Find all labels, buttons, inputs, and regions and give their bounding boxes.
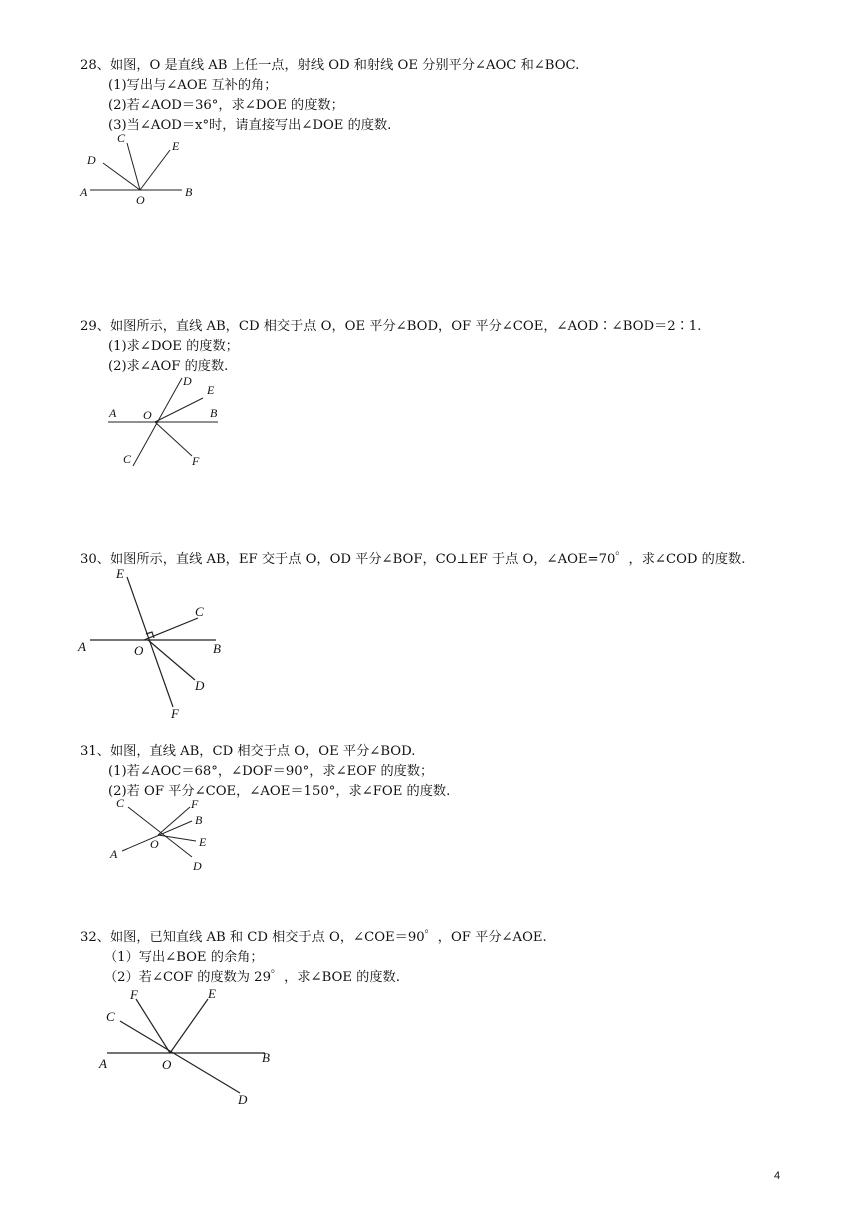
p31-line-cd [128, 807, 192, 857]
p28-statement: 28、如图，O 是直线 AB 上任一点，射线 OD 和射线 OE 分别平分∠AOC 和∠BOC. [80, 58, 580, 73]
p29-label-a: A [109, 406, 117, 420]
p31-label-d: D [193, 859, 202, 873]
p30-label-c: C [195, 604, 204, 619]
p32-line-cd [120, 1021, 240, 1093]
p29-label-c: C [123, 452, 132, 466]
p32-label-b: B [262, 1050, 270, 1065]
p30-statement: 30、如图所示，直线 AB，EF 交于点 O，OD 平分∠BOF，CO⊥EF 于点 O，∠AOE=70゜，求∠COD 的度数. [80, 552, 746, 567]
p29-statement: 29、如图所示，直线 AB，CD 相交于点 O，OE 平分∠BOD，OF 平分∠COE，∠AOD∶∠BOD＝2∶1. [80, 319, 702, 334]
p28-label-b: B [185, 185, 193, 199]
p29-label-e: E [207, 383, 215, 397]
p32-ray-oe [170, 999, 208, 1053]
p28-label-d: D [87, 153, 96, 167]
page-number: 4 [774, 1170, 781, 1182]
p32-figure [90, 982, 290, 1112]
p30-label-a: A [78, 639, 86, 654]
p28-q3: (3)当∠AOD＝x°时，请直接写出∠DOE 的度数. [108, 118, 392, 133]
p29-label-o: O [143, 408, 152, 422]
p28-q2: (2)若∠AOD＝36°，求∠DOE 的度数； [108, 98, 344, 113]
p31-q1: (1)若∠AOC＝68°，∠DOF＝90°，求∠EOF 的度数； [108, 764, 434, 779]
p28-ray-oc [127, 143, 140, 190]
p30-ray-oc [144, 618, 198, 640]
p32-q2: （2）若∠COF 的度数为 29゜，求∠BOE 的度数. [104, 970, 400, 985]
p31-label-f: F [191, 797, 199, 811]
p32-ray-of [136, 999, 170, 1053]
p32-label-c: C [106, 1009, 115, 1024]
p28-label-c: C [117, 131, 126, 145]
p28-figure [70, 130, 210, 210]
p31-label-c: C [116, 796, 125, 810]
p30-label-d: D [195, 678, 205, 693]
p31-label-o: O [150, 837, 159, 851]
p28-q1: (1)写出与∠AOE 互补的角； [108, 78, 278, 93]
p30-ray-od [148, 640, 195, 680]
p31-label-b: B [195, 813, 203, 827]
p32-label-f: F [130, 987, 138, 1002]
p28-label-a: A [80, 185, 88, 199]
p29-label-b: B [210, 406, 218, 420]
p30-label-b: B [213, 641, 221, 656]
p29-q2: (2)求∠AOF 的度数. [108, 359, 229, 374]
p29-figure [100, 370, 230, 470]
p31-ray-of [158, 807, 190, 835]
p31-statement: 31、如图，直线 AB，CD 相交于点 O，OE 平分∠BOD. [80, 744, 416, 759]
p32-label-a: A [99, 1056, 107, 1071]
p29-label-d: D [183, 374, 192, 388]
p28-ray-od [103, 163, 140, 190]
p31-ray-oe [158, 835, 196, 841]
p29-ray-of [155, 422, 192, 456]
p32-label-e: E [208, 986, 216, 1001]
p29-q1: (1)求∠DOE 的度数； [108, 339, 239, 354]
p28-ray-oe [140, 150, 170, 190]
p31-figure [100, 795, 220, 875]
p30-label-f: F [171, 706, 179, 721]
p30-label-e: E [116, 566, 124, 581]
p32-q1: （1）写出∠BOE 的余角； [104, 950, 264, 965]
p30-label-o: O [134, 643, 144, 658]
p32-statement: 32、如图，已知直线 AB 和 CD 相交于点 O，∠COE＝90゜，OF 平分∠AOE. [80, 930, 547, 945]
p32-label-d: D [238, 1092, 248, 1107]
p29-label-f: F [192, 454, 200, 468]
p29-ray-oe [155, 398, 203, 422]
p31-q2: (2)若 OF 平分∠COE，∠AOE＝150°，求∠FOE 的度数. [108, 784, 451, 799]
p28-label-o: O [136, 193, 145, 207]
p32-label-o: O [162, 1057, 172, 1072]
p28-label-e: E [172, 139, 180, 153]
p31-label-a: A [110, 847, 118, 861]
p31-label-e: E [199, 835, 207, 849]
p30-figure [70, 562, 240, 722]
